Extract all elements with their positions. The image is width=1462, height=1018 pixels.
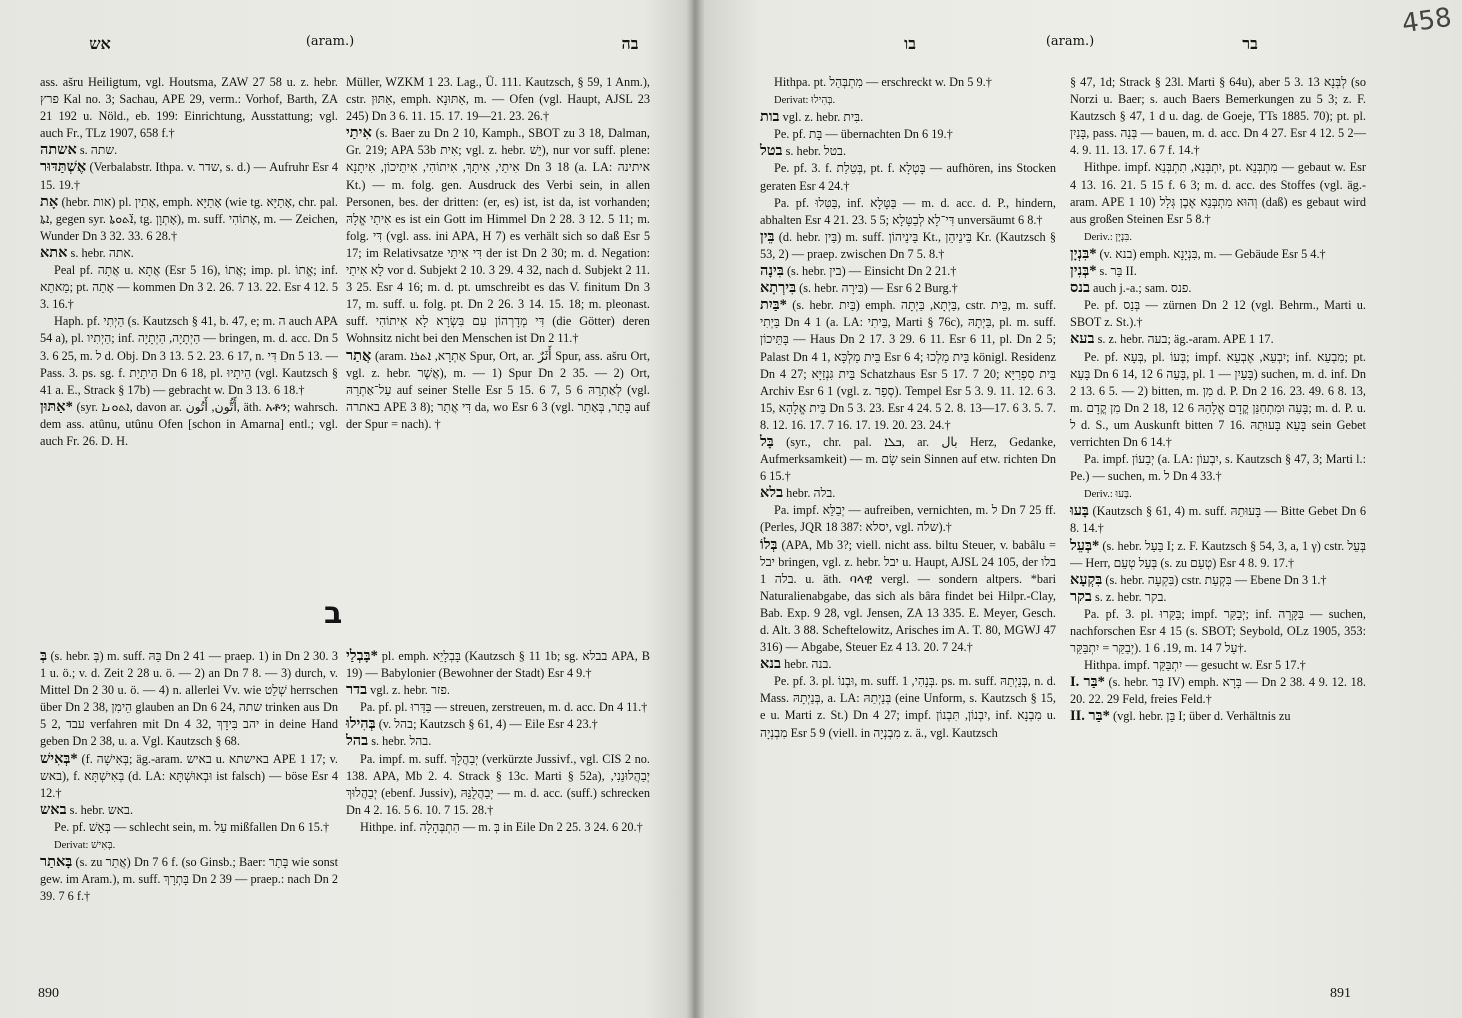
entry-lemma: בות	[760, 109, 780, 126]
entry-text: Pa. pf. pl. בַּדַּרוּ — streuen, zerstreuen, m. d. acc. Dn 4 11.†	[360, 700, 648, 715]
dictionary-entry	[1070, 485, 1366, 503]
left-column-2-bottom	[346, 648, 650, 836]
entry-lemma: בטל	[760, 143, 783, 160]
entry-text: s. z. hebr. בקר.	[1094, 589, 1167, 604]
entry-text: Hithpe. inf. הִתְבְּהָלָה — m. בְּ in Eile Dn 2 25. 3 24. 6 20.†	[360, 819, 643, 834]
entry-text: (aram. אַתְרָא, ܐܬܪܐ Spur, Ort, ar. أَثَرٌ Spur, ass. ašru Ort, vgl. z. hebr. אֲשֶׁר), m. — 1) Spur Dn 2 35. — 2) Ort, עַל־אַתְרֵהּ auf seiner Stelle Esr 5 15. 6 7, לְאַתְרֵהּ 6 5 (vgl. באתרה APE 3 8); דִּי אֲתַר da, wo Esr 6 3 (vgl. בָּתַר, בְּאַתַר auf der Spur = nach). †	[346, 348, 651, 431]
left-page	[0, 0, 692, 1018]
entry-text: (vgl. hebr. בֵּן I; über d. Verhältnis zu	[1113, 709, 1291, 724]
entry-text: s. hebr. בטל.	[785, 144, 847, 159]
dictionary-entry	[346, 716, 650, 733]
dictionary-entry	[346, 699, 650, 716]
entry-text: (APA, Mb 3?; viell. nicht ass. biltu Steuer, v. babâlu = יבל bringen, vgl. z. hebr. יבל u. Haupt, AJSL 24 105, der בלו בלה 1. u. äth. ባላዊ vergl. — sondern altpers. *bari Naturalienabgabe, das sich als bâra findet bei Hilpr.-Clay, Bab. Exp. 9 28, vgl. Jensen, ZA 13 335. E. Meyer, Gesch. d. Alt. 3 88. Scheftelowitz, Arisches im A. T. 80, MGWJ 47 316) — Abgabe, Steuer Ez 4 13. 20. 7 24.†	[760, 537, 1056, 655]
entry-text: s. hebr. באש.	[69, 802, 134, 817]
entry-lemma: בָּאתַר	[40, 854, 73, 871]
entry-text: (hebr. אות) pl. אָתִין, emph. אָתַיָּא (wie tg. אָתַיָּא, chr. pal. ܐܬܐ, gegen syr. ܐ̈ܬܘܬܐ, tg. אָתְוָן), m. suff. אָתוֹהִי, m. — Zeichen, Wunder Dn 3 32. 33. 6 28.†	[40, 194, 338, 243]
dictionary-entry	[1070, 331, 1366, 348]
entry-text: (syr. ܐܬܘܢܐ, davon ar. أَتُّون, أَتُون, äth. አቶን; wahrsch. dem ass. atûnu, utûnu Ofen [schon in Amarna] entl.; vgl. auch Fr. 26. D. H.	[40, 399, 339, 448]
dictionary-entry	[1070, 503, 1366, 537]
dictionary-entry	[40, 802, 338, 819]
dictionary-entry	[40, 245, 338, 262]
entry-text: (v. בנא) emph. בִּנְיָנָא, m. — Gebäude Esr 5 4.†	[1099, 246, 1326, 261]
entry-text: (s. hebr. בְּ) m. suff. בַּהּ Dn 2 41 — praep. 1) in Dn 2 30. 3 1 u. ö.; v. d. Zeit 2 28 u. ö. — 2) an Dn 7 8. — 3) durch, v. Mittel Dn 2 30 u. ö. — 4) n. allerlei Vv. wie שְׁלֵט herrschen über Dn 2 38, הֵימִן glauben an Dn 6 24, שתה trinken aus Dn 5 2, עבד verfahren mit Dn 4 32, יהב בִּידָךְ in deine Hand geben Dn 2 38, u. a. Vgl. Kautzsch § 68.	[40, 649, 339, 749]
entry-lemma: אֶשְׁתַּדּוּר	[40, 159, 87, 176]
entry-text: ass. ašru Heiligtum, vgl. Houtsma, ZAW 27 58 u. z. hebr. פרץ Kal no. 3; Sachau, APE 29, verm.: Vorhof, Barth, ZA 21 192 u. Nöld., eb. 199: Einrichtung, Ausstattung; vgl. auch Fr., TLz 1907, 658 f.†	[40, 75, 338, 141]
entry-text: Pe. pf. בָּת — übernachten Dn 6 19.†	[774, 127, 953, 142]
entry-text: hebr. בלה.	[786, 486, 836, 501]
entry-text: (Kautzsch § 61, 4) m. suff. בָּעוּתֵהּ — Bitte Gebet Dn 6 8. 14.†	[1070, 504, 1366, 536]
entry-lemma: בַּיִת*	[760, 297, 787, 314]
entry-lemma: בהל	[346, 733, 369, 750]
right-header-center: (aram.)	[1045, 34, 1095, 49]
entry-lemma: אִיתַי	[346, 125, 372, 142]
entry-text: (s. hebr. בִּירָה) — Esr 6 2 Burg.†	[799, 281, 958, 296]
entry-text: Pe. pf. 3. f. בְּטֵלַת, pt. f. בָּטְלָא — aufhören, ins Stocken geraten Esr 4 24.†	[760, 161, 1056, 193]
dictionary-entry	[760, 280, 1056, 297]
entry-lemma: בלא	[760, 485, 784, 502]
right-column-2	[1070, 74, 1366, 726]
dictionary-entry	[760, 673, 1056, 741]
entry-text: Hithpa. impf. יִתְבַּקַּר — gesucht w. Esr 5 17.†	[1084, 658, 1306, 673]
entry-text: Deriv.: בָּעוּ.	[1084, 489, 1132, 501]
dictionary-entry	[760, 297, 1056, 434]
dictionary-entry	[346, 74, 650, 125]
entry-lemma: בָּל	[760, 433, 774, 450]
entry-lemma: בְּלוֹ	[760, 536, 778, 553]
dictionary-entry	[760, 160, 1056, 194]
left-header-center: (aram.)	[305, 34, 355, 49]
dictionary-entry	[760, 656, 1056, 673]
entry-lemma: בעא	[1070, 331, 1095, 348]
section-letter: ב	[324, 596, 343, 631]
entry-lemma: בדר	[346, 682, 368, 699]
dictionary-entry	[1070, 280, 1366, 297]
entry-text: Pe. pf. בְּנַס — zürnen Dn 2 12 (vgl. Behrm., Marti u. SBOT z. St.).†	[1070, 298, 1367, 330]
right-column-1	[760, 74, 1056, 742]
entry-text: (Verbalabstr. Ithpa. v. שדר, s. d.) — Aufruhr Esr 4 15. 19.†	[40, 160, 338, 192]
dictionary-entry	[40, 751, 338, 802]
dictionary-entry	[760, 502, 1056, 536]
entry-text: (v. בהל; Kautzsch § 61, 4) — Eile Esr 4 23.†	[378, 717, 598, 732]
entry-lemma: I. בַּר*	[1070, 674, 1105, 691]
entry-text: (s. hebr. בַּיִת) emph. בַּיְתָא, בַּיְתָה, cstr. בֵּית, m. suff. בַּיְתִי Dn 4 1 (a. LA: בֵּיתִי, Marti § 76c), בַּיְתָהּ, pl. m. suff. בָּתֵּיכוֹן — Haus Dn 2 17. 3 29. 6 11. Esr 6 11, pl. Dn 2 5; Palast Dn 4 1, בֵּית מַלְכָּא Esr 6 4; בֵּית מַלְכוּ königl. Residenz Dn 4 27; בֵּית גִּנְזַיָּא Schatzhaus Esr 5 17. 7 20; בֵּית סִפְרַיָּא Archiv Esr 6 1 (vgl. z. סְפַר). Tempel Esr 5 3. 9. 11. 12. 6 3. 15, בֵּית אֱלָהָא Dn 5 3. 23. Esr 4 24. 5 2. 8. 13—17. 6 3. 5. 7. 8. 12. 16. 17. 7 16. 17. 19. 20. 23. 24.†	[760, 298, 1057, 432]
entry-lemma: בָּבְלַי*	[346, 648, 378, 664]
entry-lemma: בִּינָה	[760, 263, 784, 280]
dictionary-entry	[40, 262, 338, 313]
left-header-right	[600, 34, 660, 54]
entry-lemma: בִּירְתָא	[760, 280, 797, 297]
entry-text: vgl. z. hebr. בִּית.	[782, 110, 864, 125]
right-header-right	[1220, 34, 1280, 54]
entry-text: Pe. pf. בְּאֵשׁ — schlecht sein, m. עַל mißfallen Dn 6 15.†	[54, 819, 330, 834]
right-header-left	[880, 34, 940, 54]
dictionary-entry	[760, 485, 1056, 502]
dictionary-entry	[760, 263, 1056, 280]
dictionary-entry	[40, 159, 338, 193]
dictionary-entry	[1070, 451, 1366, 485]
entry-text: Pa. pf. 3. pl. בַּקַּרוּ; impf. יְבַקַּר; inf. בַּקָּרָה — suchen, nachforschen Esr 4 15 (s. SBOT; Seybold, OLz 1905, 353: יְבַקַּר = יִתְבַּקַּר). 19. 6 1, m. עַל 7 14†.	[1070, 606, 1366, 656]
dictionary-entry	[40, 399, 338, 450]
right-page-number: 891	[1330, 986, 1351, 1001]
dictionary-entry	[346, 751, 650, 819]
entry-text: Pa. impf. m. suff. יְבַהֲלָךְ (verkürzte Jussivf., vgl. CIS 2 no. 138. APA, Mb 2. 4. Strack § 13c. Marti § 52a), יְבַהֲלוּנַנִי, יְבַהֲלוּךְ (ebenf. Jussiv), יְבַהֲלֻנֵּהּ — m. d. acc. (suff.) schrecken Dn 4 2. 16. 5 6. 10. 7 15. 28.†	[346, 751, 650, 817]
entry-text: Peal pf. אֲתָה u. אֲתָא (Esr 5 16), אֲתוֹ; imp. pl. אֱתוֹ; inf. מֵאתֵא; pt. אָתֵה — kommen Dn 3 2. 26. 7 13. 22. Esr 4 12. 5 3. 16.†	[40, 263, 338, 312]
entry-text: (d. hebr. בֵּין) m. suff. בֵּינֵיהוֹן Kt., בֵּינֵיהֵן Kr. (Kautzsch § 53, 2) — praep. zwischen Dn 7 5. 8.†	[760, 229, 1057, 261]
dictionary-entry	[346, 648, 650, 682]
dictionary-entry	[346, 125, 650, 347]
left-column-1-bottom	[40, 648, 338, 905]
entry-text: s. z. hebr. בעה; äg.-aram. APE 1 17.	[1097, 332, 1274, 347]
entry-text: Derivat: בְּאִישׁ.	[54, 840, 116, 852]
dictionary-entry	[40, 836, 338, 854]
entry-lemma: בקר	[1070, 588, 1092, 605]
entry-text: s. hebr. בהל.	[371, 734, 432, 749]
entry-lemma: בִּקְעָא	[1070, 571, 1103, 588]
entry-text: (s. hebr. בִּקְעָה) cstr. בִּקְעַת — Ebene Dn 3 1.†	[1105, 572, 1327, 587]
dictionary-entry	[40, 819, 338, 836]
entry-text: auch j.-a.; sam. פנס.	[1093, 281, 1192, 296]
left-column-1-top	[40, 74, 338, 450]
dictionary-entry	[760, 229, 1056, 263]
dictionary-entry	[346, 682, 650, 699]
dictionary-entry	[760, 74, 1056, 91]
entry-lemma: באש	[40, 801, 67, 818]
entry-text: vgl. z. hebr. פזר.	[370, 683, 450, 698]
entry-text: (syr., chr. pal. ܒܠܐ, ar. بال Herz, Gedanke, Aufmerksamkeit) — m. שָׂם sein Sinnen auf etw. richten Dn 6 15.†	[760, 434, 1056, 484]
entry-text: s. בַּר II.	[1099, 264, 1137, 279]
dictionary-entry	[760, 537, 1056, 657]
dictionary-entry	[1070, 246, 1366, 263]
dictionary-entry	[1070, 159, 1366, 227]
dictionary-entry	[346, 819, 650, 836]
entry-text: (s. hebr. בַּעַל I; z. F. Kautzsch § 54, 3, a, 1 γ) cstr. בְּעֵל — Herr, בְּעֵל טְעֵם (s. zu טְעֵם) Esr 4 8. 9. 17.†	[1070, 538, 1366, 570]
dictionary-entry	[1070, 349, 1366, 452]
dictionary-entry	[40, 313, 338, 398]
dictionary-entry	[760, 143, 1056, 160]
entry-text: (s. zu אֲתַר) Dn 7 6 f. (so Ginsb.; Baer: בָּתַר wie sonst gew. im Aram.), m. suff. בָּתְרָךְ Dn 2 39 — praep.: nach Dn 2 39. 7 6 f.†	[40, 855, 339, 904]
dictionary-entry	[40, 194, 338, 245]
dictionary-entry	[1070, 572, 1366, 589]
entry-text: (f. בְּאִישָׁה; äg.-aram. באיש u. באישתא APE 1 17; v. באש), f. בְּאִישְׁתָּא (d. LA: וּבְאוּשְׁתָּא ist falsch) — böse Esr 4 12.†	[40, 751, 338, 800]
header-text: בו	[904, 34, 916, 53]
left-column-2-top	[346, 74, 650, 433]
entry-text: Derivat: בְּהִילוּ.	[774, 95, 836, 107]
entry-text: s. שתה.	[79, 143, 118, 158]
entry-text: (s. Baer zu Dn 2 10, Kamph., SBOT zu 3 18, Dalman, Gr. 219; APA 53b אִית; vgl. z. hebr. יֵשׁ), nur vor suff. plene: אִיתַי, אִיתָךְ, אִיתוֹהִי, אִיתֵיכוֹן, אִיתָנָא Dn 3 18 (a. LA: איתינה Kt.) — m. folg. gen. Ausdruck des Verbi sein, in allen Personen, bes. der dritten: (er, es) ist, ist da, ist vorhanden; אִיתַי אֱלָהּ es ist ein Gott im Himmel Dn 2 28. 3 12. 5 11; m. folg. דִּי (vgl. ass. ini APA, H 7) es verhält sich so daß Esr 5 17; im Relativsatze דִּי אִיתַי der ist Dn 2 30; m. d. Negation: לָא אִיתַי vor d. Subjekt 2 10. 3 29. 4 32, nach d. Subjekt 2 11. 3 25. Esr 4 16; m. d. pt. umschreibt es das V. finitum Dn 3 17, m. suff. u. folg. pt. Dn 2 26. 3 14. 15. 18; m. pleonast. suff. דִּי מְדָרְהוֹן עִם בִּשְׂרָא לָא אִיתוֹהִי (die Götter) deren Wohnsitz nicht bei den Menschen ist Dn 2 11.†	[346, 126, 650, 346]
entry-lemma: אֲתַר	[346, 347, 372, 364]
header-text: אש	[89, 34, 111, 53]
entry-text: Pe. pf. 3. pl. וּבְנוֹ, m. suff. בְּנָהִי, 1. ps. m. suff. בְּנַיְתַהּ, n. d. Mass. בְּנַיְתָהּ, a. LA: בְּנַיְתַהּ (eine Unform, s. Kautzsch § 15, e u. Marti z. St.) Dn 4 27; impf. יִבְנוֹן, תִּבְנוֹן, inf. מִבְנָא u. מִבְנְיָה Esr 5 9 (viell. in מִבְנְיָה z. ä., vgl. Kautzsch	[760, 674, 1056, 740]
entry-lemma: בְּהִילוּ	[346, 716, 376, 733]
entry-text: Müller, WZKM 1 23. Lag., Ü. 111. Kautzsch, § 59, 1 Anm.), cstr. אַתּוּן, emph. אַתּוּנָא, m. — Ofen (vgl. Haupt, AJSL 23 245) Dn 3 6. 11. 15. 17. 19—21. 23. 26.†	[346, 75, 650, 124]
dictionary-entry	[760, 195, 1056, 229]
left-page-number: 890	[38, 986, 59, 1001]
dictionary-entry	[1070, 606, 1366, 657]
header-text: בה	[621, 34, 639, 53]
dictionary-entry	[1070, 74, 1366, 159]
entry-lemma: בֵּין	[760, 228, 775, 245]
dictionary-entry	[40, 74, 338, 142]
entry-lemma: אַתּוּן*	[40, 398, 73, 415]
entry-text: s. hebr. אתה.	[70, 245, 134, 260]
entry-lemma: בנא	[760, 656, 782, 673]
entry-lemma: בְּאִישׁ*	[40, 750, 78, 767]
dictionary-entry	[1070, 708, 1366, 725]
dictionary-entry	[760, 91, 1056, 109]
entry-lemma: בָּעוּ	[1070, 503, 1089, 520]
entry-lemma: בנס	[1070, 280, 1090, 297]
dictionary-entry	[1070, 674, 1366, 708]
right-page	[700, 0, 1462, 1018]
entry-text: (s. hebr. בין) — Einsicht Dn 2 21.†	[786, 264, 957, 279]
entry-text: hebr. בנה.	[784, 657, 832, 672]
dictionary-entry	[346, 733, 650, 750]
dictionary-entry	[1070, 657, 1366, 674]
dictionary-entry	[1070, 297, 1366, 331]
dictionary-entry	[1070, 228, 1366, 246]
left-header-left	[60, 34, 140, 54]
dictionary-entry	[760, 126, 1056, 143]
entry-text: Hithpe. impf. יִתְבְּנֵא, תִתְבְּנֵא, pt. מִתְבְּנֵא — gebaut w. Esr 4 13. 16. 21. 5 15 f. 6 3; m. d. acc. des Stoffes (vgl. äg.-aram. APE 1 10) וְהוּא מִתְבְּנֵא אֶבֶן גְּלָל (daß) es gebaut wird aus großen Steinen Esr 5 8.†	[1070, 160, 1366, 226]
entry-text: pl. emph. בָּבְלָיֵא (Kautzsch § 11 1b; sg. בבלא APA, B 19) — Babylonier (Bewohner der Stadt) Esr 4 9.†	[346, 649, 650, 681]
dictionary-entry	[40, 648, 338, 751]
entry-text: Deriv.: בִּנְיָן.	[1084, 231, 1132, 243]
entry-lemma: II. בַּר*	[1070, 708, 1110, 725]
entry-lemma: בִּנְיָן*	[1070, 245, 1097, 262]
dictionary-entry	[760, 434, 1056, 485]
handwritten-note: 458	[1400, 2, 1454, 40]
entry-lemma: בְּ	[40, 648, 47, 664]
entry-text: (s. hebr. בַּר IV) emph. בָּרָא — Dn 2 38. 4 9. 12. 18. 20. 22. 29 Feld, freies Feld.†	[1070, 675, 1366, 707]
entry-lemma: אשתה	[40, 142, 77, 159]
entry-text: Pa. impf. יְבַעוֹן (a. LA: יִבְעוֹן, s. Kautzsch § 47, 3; Marti l.: Pe.) — suchen, m. ל Dn 4 33.†	[1070, 452, 1366, 484]
entry-text: Haph. pf. הַיְתִי (s. Kautzsch § 41, b. 47, e; m. ה auch APA 54 a), pl. הַיְתִיו; inf. הַיְתָיָה, הַיְתָיָה — bringen, m. d. acc. Dn 5 3. 6 25, m. ל d. Obj. Dn 3 13. 5 2. 23. 6 17, n. דִּי Dn 5 13. — Pass. 3. ps. sg. f. הֵיתָיַת Dn 6 18, pl. הֵיתָיוּ (vgl. Kautzsch § 41 a. E., Strack § 17b) — gebracht w. Dn 3 13. 6 18.†	[40, 314, 338, 397]
entry-lemma: אָת	[40, 193, 59, 210]
entry-lemma: בְּעֵל*	[1070, 537, 1100, 554]
entry-text: § 47, 1d; Strack § 23l. Marti § 64u), aber 5 3. 13 לְבְּנָא (so Norzi u. Baer; s. auch Baers Bemerkungen zu 5 3; z. F. Kautzsch § 47, 1 d u. dag. de Goeje, TTs 1885. 70); pt. pl. בָּנַיִן, pass. בְּנֵה — bauen, m. d. acc. Dn 4 27. Esr 4 12. 5 2—4. 9. 11. 13. 17. 6 7 f. 14.†	[1070, 75, 1366, 158]
entry-text: Pe. pf. בְּעָא, pl. בְּעוֹ; impf. יִבְעֵא, אֶבְעֵא; inf. מִבְעֵא; pt. בָּעֵא Dn 6 14, בָּעֵה 6 12, pl. בָּעַיִן — 1) suchen, m. d. inf. Dn 2 13. 6 5. — 2) bitten, m. מִן d. P. Dn 2 16. 23. 49. 6 8. 13, m. מִן קֳדָם Dn 2 18, בָּעֵה וּמִתְחַנַּן קֳדָם אֱלָהֵהּ 6 12; m. d. P. u. ל d. S., um Auskunft bitten 7 16. בָּעֵא בָּעוּתֵהּ sein Gebet verrichten Dn 6 14.†	[1070, 349, 1367, 449]
entry-text: Pa. impf. יְבַלֵּא — aufreiben, vernichten, m. ל Dn 7 25 ff. (Perles, JQR 18 387: יסלא, vgl. שלה).†	[760, 503, 1056, 535]
header-text: בר	[1242, 34, 1258, 53]
entry-text: Hithpa. pt. מִתְבְּהַל — erschreckt w. Dn 5 9.†	[774, 75, 992, 89]
dictionary-entry	[1070, 263, 1366, 280]
dictionary-entry	[1070, 589, 1366, 606]
dictionary-entry	[346, 348, 650, 433]
dictionary-entry	[1070, 538, 1366, 572]
dictionary-entry	[40, 142, 338, 159]
entry-lemma: אתא	[40, 244, 68, 261]
entry-text: Pa. pf. בַּטִּלוּ, inf. בַּטָּלָא — m. d. acc. d. P., hindern, abhalten Esr 4 21. 23. 5 5; דִּי־לָא לְבַטָּלָא unversäumt 6 8.†	[760, 195, 1056, 227]
dictionary-entry	[40, 854, 338, 905]
entry-lemma: בְּנִין*	[1070, 263, 1097, 280]
dictionary-entry	[760, 109, 1056, 126]
